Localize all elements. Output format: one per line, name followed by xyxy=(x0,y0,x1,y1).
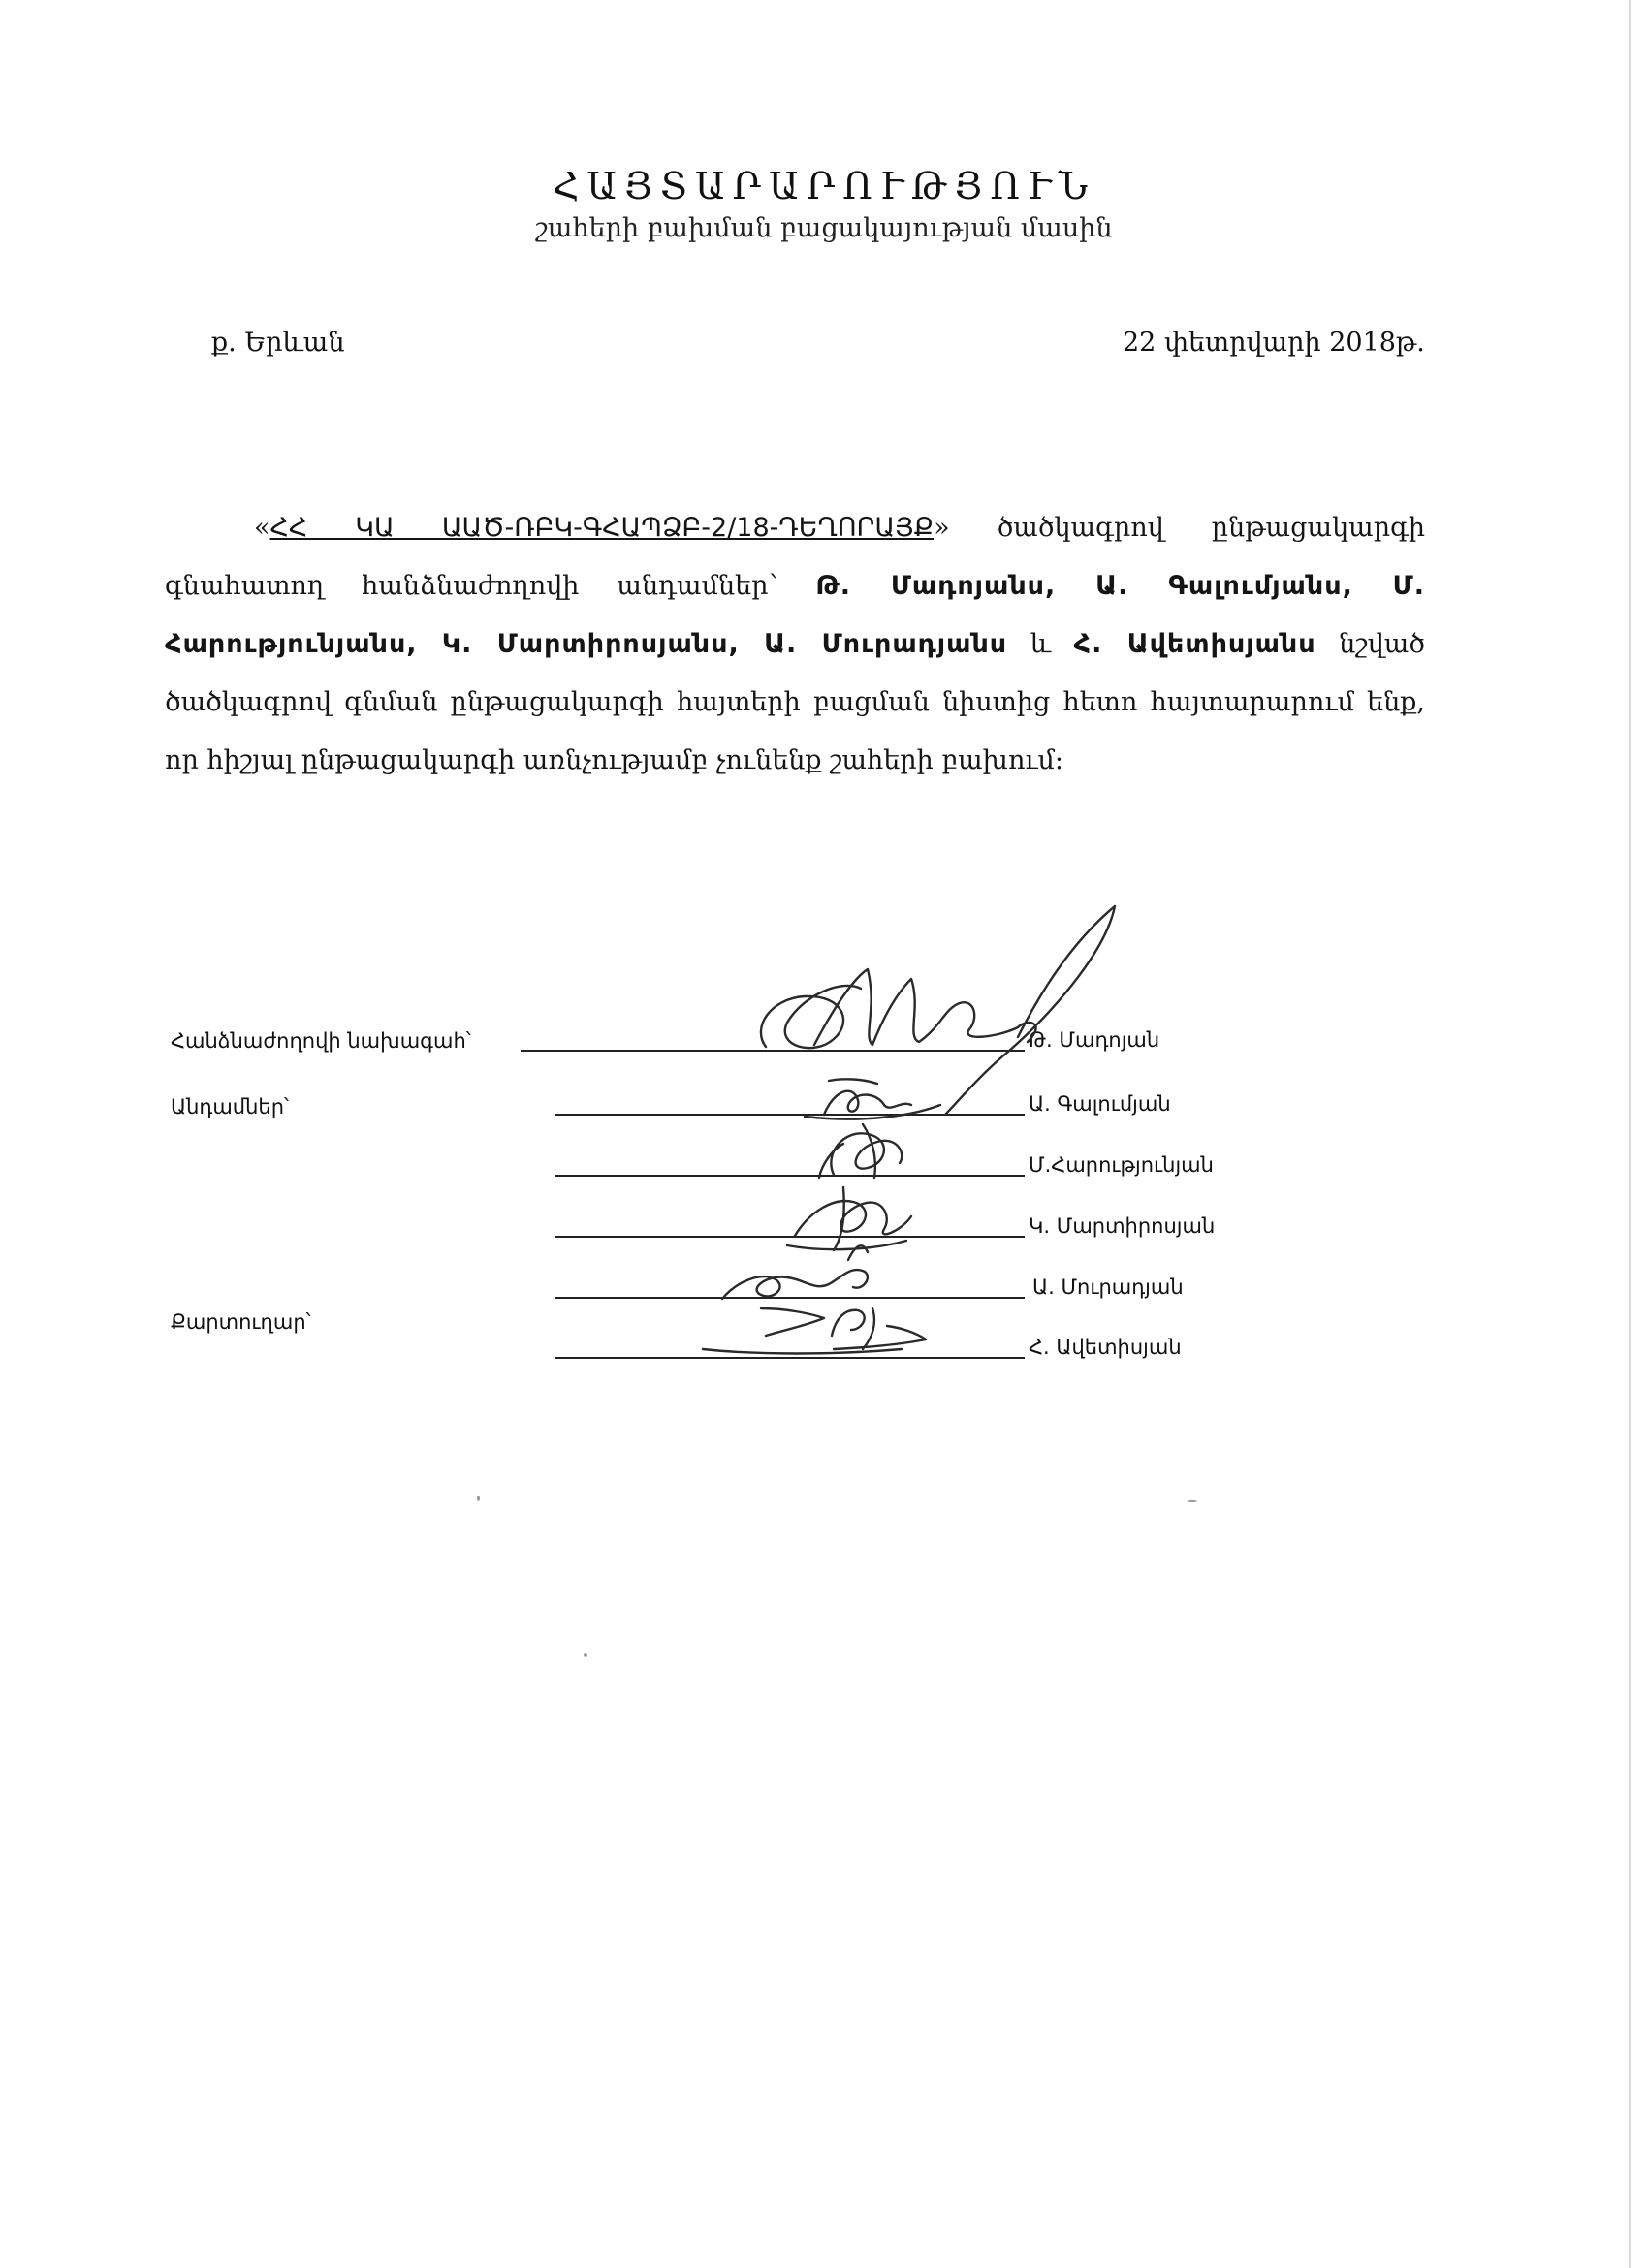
declaration-paragraph xyxy=(165,499,1425,790)
document-title: ՀԱՅՏԱՐԱՐՈՒԹՅՈՒՆ xyxy=(552,165,1096,207)
document-place: ք. Երևան xyxy=(211,328,345,358)
scan-edge xyxy=(1629,0,1631,2268)
secretary-label: Քարտուղար՝ xyxy=(171,1310,311,1334)
paragraph-text-2: նշված ծածկագրով գնման ընթացակարգի հայտերի բացման նիստից հետո հայտարարում ենք, որ հիշյալ ընթացակարգի առնչությամբ չունենք շահերի բախում: xyxy=(165,629,1425,775)
signature-member-4 xyxy=(722,1245,868,1299)
scan-speck xyxy=(584,1653,587,1657)
signatory-name-3: Մ.Հարությունյան xyxy=(1029,1153,1214,1177)
member-names: Թ. Մադոյանս, Ա. Գալումյանս, Մ. Հարությունյանս, Կ. Մարտիրոսյանս, Ա. Մուրադյանս xyxy=(165,571,1425,659)
signature-member-3 xyxy=(787,1187,911,1250)
signature-member-2 xyxy=(819,1124,902,1178)
document-subtitle: շահերի բախման բացակայության մասին xyxy=(535,213,1113,243)
paragraph-text-1: » ծածկագրով ընթացակարգի գնահատող հանձնաժողովի անդամներ՝ xyxy=(165,513,1425,601)
chair-label: Հանձնաժողովի նախագահ՝ xyxy=(171,1029,471,1053)
members-label: Անդամներ՝ xyxy=(171,1095,290,1118)
scan-speck xyxy=(477,1496,480,1501)
signature-secretary xyxy=(703,1308,926,1354)
signatory-name-2: Ա. Գալումյան xyxy=(1029,1092,1171,1116)
signature-line-member-4 xyxy=(555,1297,1025,1299)
scan-speck xyxy=(1188,1500,1197,1502)
signature-chair xyxy=(761,906,1115,1115)
document-date: 22 փետրվարի 2018թ. xyxy=(1123,328,1425,358)
signature-line-member-1 xyxy=(555,1114,1025,1116)
signature-line-secretary xyxy=(555,1357,1025,1359)
signatory-name-6: Հ. Ավետիսյան xyxy=(1029,1336,1182,1359)
procurement-code: ՀՀ ԿԱ ԱԱԾ-ՌԲԿ-ԳՀԱՊՁԲ-2/18-ԴԵՂՈՐԱՅՔ xyxy=(269,513,935,543)
member-name-last: Հ. Ավետիսյանս xyxy=(1073,629,1316,659)
signature-line-member-2 xyxy=(555,1175,1025,1177)
open-quote: « xyxy=(254,513,270,543)
signatory-name-5: Ա. Մուրադյան xyxy=(1032,1276,1184,1299)
signature-line-member-3 xyxy=(555,1236,1025,1238)
signatory-name-4: Կ. Մարտիրոսյան xyxy=(1029,1214,1216,1238)
paragraph-conjunction: և xyxy=(1007,629,1074,659)
signature-line-chair xyxy=(521,1050,1025,1052)
signatory-name-1: Թ. Մադոյան xyxy=(1029,1028,1160,1052)
